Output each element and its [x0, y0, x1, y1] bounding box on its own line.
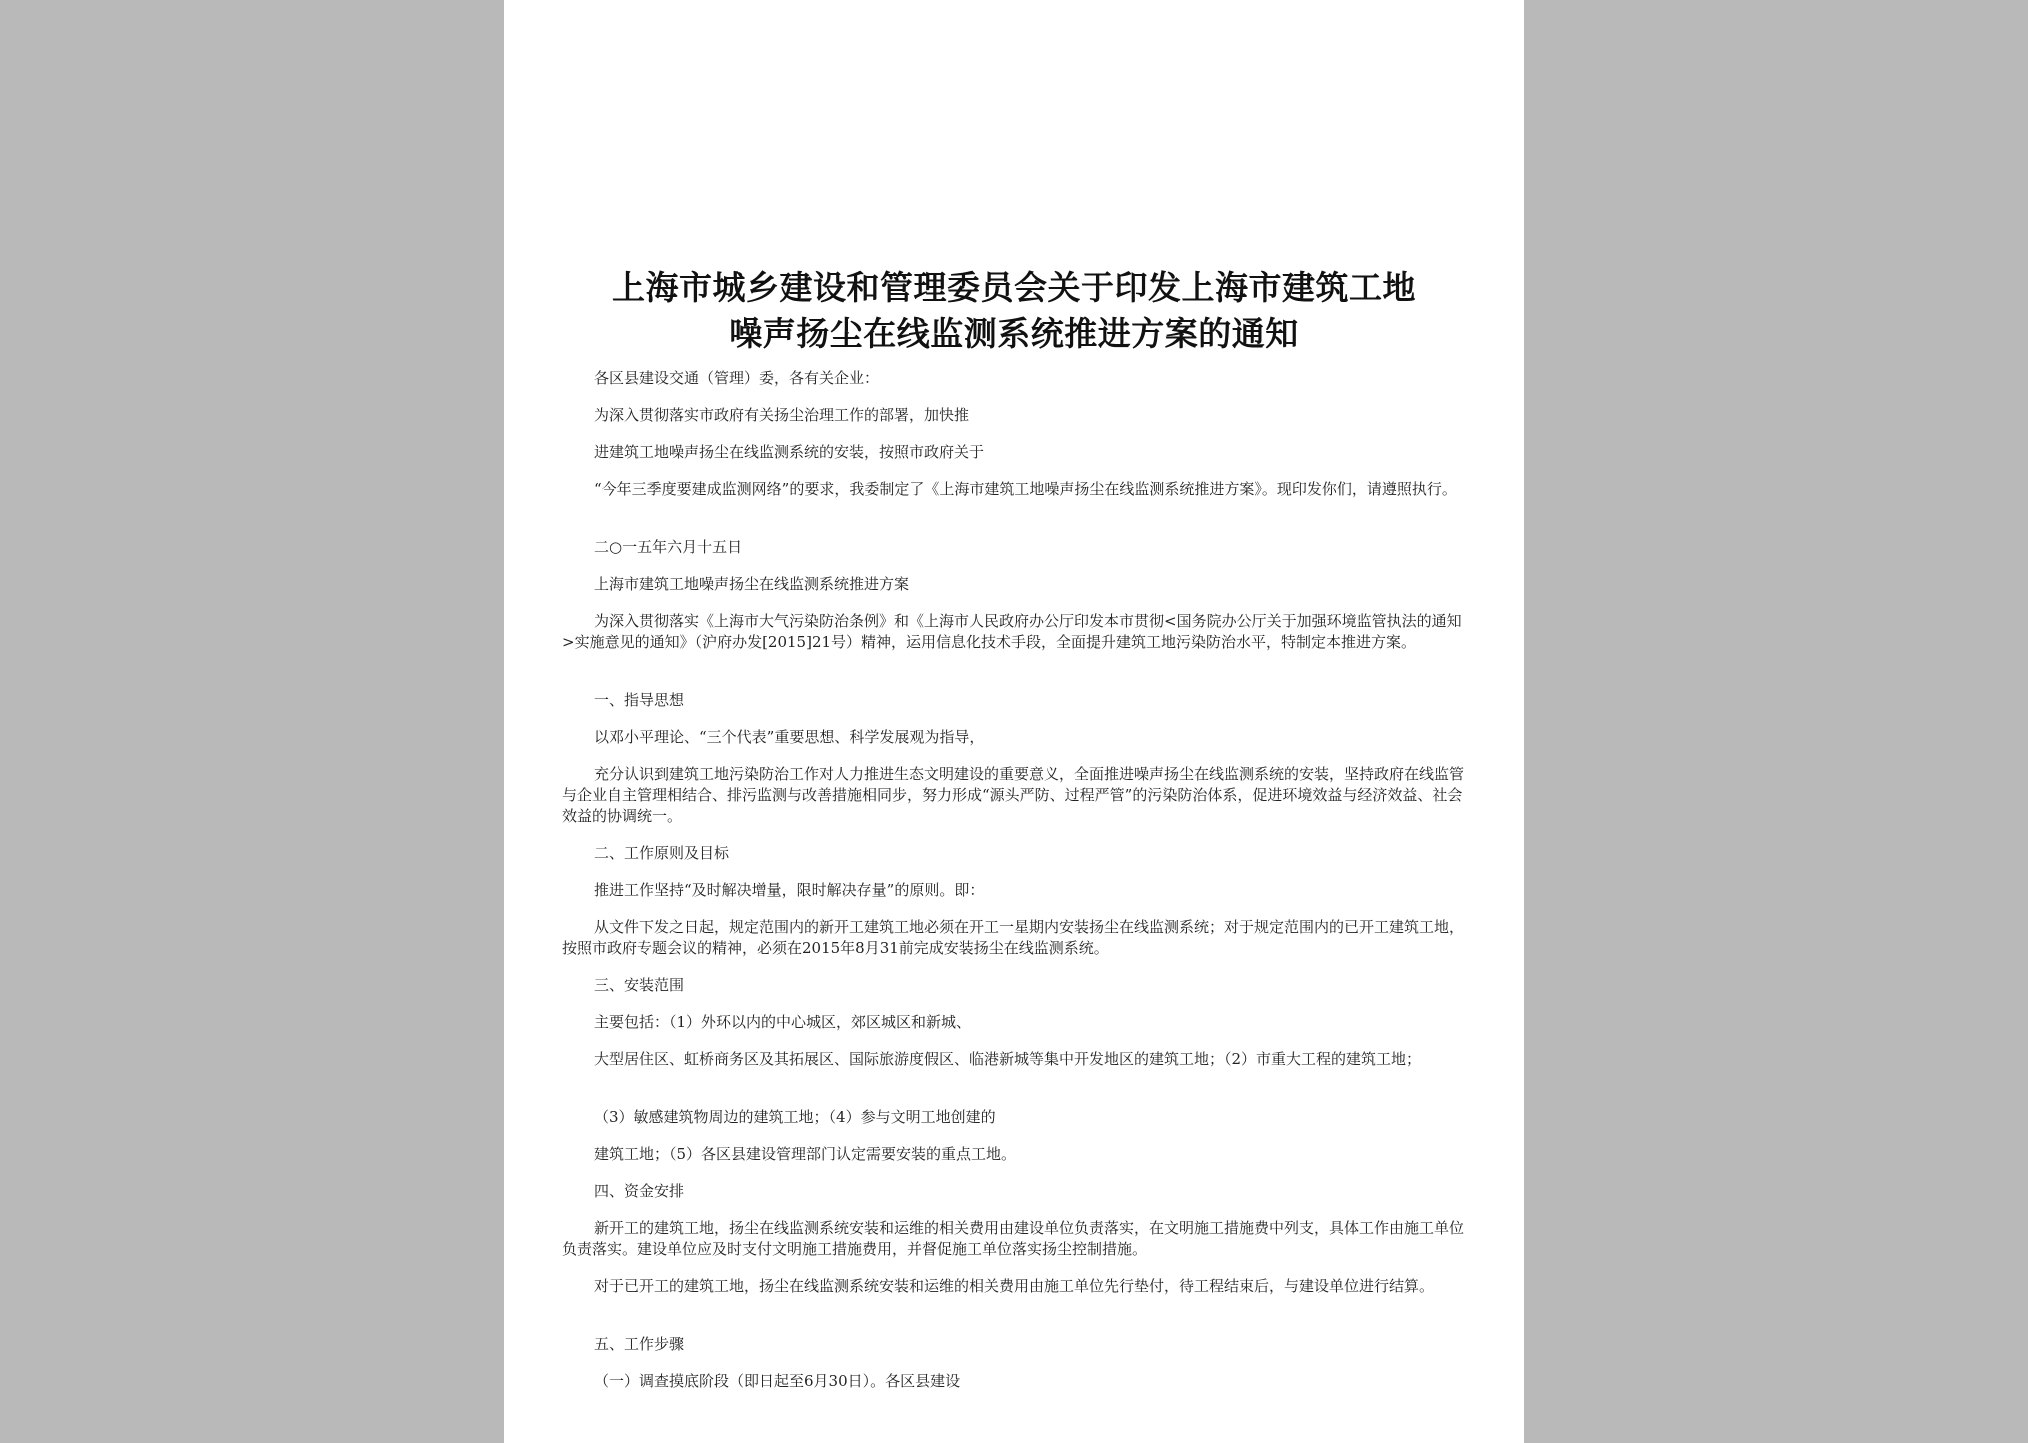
document-page — [504, 0, 1524, 1443]
section-heading: 四、资金安排 — [594, 1182, 685, 1200]
paragraph: 为深入贯彻落实市政府有关扬尘治理工作的部署，加快推 — [594, 406, 970, 424]
title-line-1: 上海市城乡建设和管理委员会关于印发上海市建筑工地 — [612, 268, 1416, 307]
paragraph: （3）敏感建筑物周边的建筑工地；（4）参与文明工地创建的 — [594, 1108, 996, 1126]
paragraph: 进建筑工地噪声扬尘在线监测系统的安装，按照市政府关于 — [594, 443, 985, 461]
section-heading: 五、工作步骤 — [594, 1335, 685, 1353]
paragraph: 主要包括：（1）外环以内的中心城区，郊区城区和新城、 — [594, 1013, 972, 1031]
paragraph-date: 二○一五年六月十五日 — [594, 538, 743, 556]
title-line-2: 噪声扬尘在线监测系统推进方案的通知 — [729, 314, 1299, 353]
paragraph: 建筑工地；（5）各区县建设管理部门认定需要安装的重点工地。 — [594, 1145, 1017, 1163]
paragraph: 新开工的建筑工地，扬尘在线监测系统安装和运维的相关费用由建设单位负责落实，在文明施工措施费中列支，具体工作由施工单位负责落实。建设单位应及时支付文明施工措施费用，并督促施工单位落实扬尘控制措施。 — [562, 1219, 1465, 1258]
document-title — [540, 265, 1488, 357]
paragraph: 充分认识到建筑工地污染防治工作对人力推进生态文明建设的重要意义，全面推进噪声扬尘在线监测系统的安装，坚持政府在线监管与企业自主管理相结合、排污监测与改善措施相同步，努力形成“源头严防、过程严管”的污染防治体系，促进环境效益与经济效益、社会效益的协调统一。 — [562, 765, 1465, 825]
paragraph: （一）调查摸底阶段（即日起至6月30日）。各区县建设 — [594, 1372, 961, 1390]
paragraph: “今年三季度要建成监测网络”的要求，我委制定了《上海市建筑工地噪声扬尘在线监测系统推进方案》。现印发你们，请遵照执行。 — [594, 480, 1457, 498]
paragraph: 推进工作坚持“及时解决增量，限时解决存量”的原则。即： — [594, 881, 985, 899]
paragraph: 以邓小平理论、“三个代表”重要思想、科学发展观为指导， — [594, 728, 985, 746]
paragraph: 为深入贯彻落实《上海市大气污染防治条例》和《上海市人民政府办公厅印发本市贯彻<国务院办公厅关于加强环境监管执法的通知>实施意见的通知》（沪府办发[2015]21号）精神，运用信息化技术手段，全面提升建筑工地污染防治水平，特制定本推进方案。 — [562, 612, 1462, 651]
section-heading: 二、工作原则及目标 — [594, 844, 730, 862]
paragraph: 大型居住区、虹桥商务区及其拓展区、国际旅游度假区、临港新城等集中开发地区的建筑工地；（2）市重大工程的建筑工地； — [594, 1050, 1422, 1068]
paragraph: 从文件下发之日起，规定范围内的新开工建筑工地必须在开工一星期内安装扬尘在线监测系统；对于规定范围内的已开工建筑工地，按照市政府专题会议的精神，必须在2015年8月31前完成安装扬尘在线监测系统。 — [562, 918, 1465, 957]
section-heading: 一、指导思想 — [594, 691, 685, 709]
paragraph: 对于已开工的建筑工地，扬尘在线监测系统安装和运维的相关费用由施工单位先行垫付，待工程结束后，与建设单位进行结算。 — [594, 1277, 1435, 1295]
section-heading: 三、安装范围 — [594, 976, 685, 994]
paragraph-plan-title: 上海市建筑工地噪声扬尘在线监测系统推进方案 — [594, 575, 910, 593]
paragraph-addressee: 各区县建设交通（管理）委，各有关企业： — [594, 369, 880, 387]
